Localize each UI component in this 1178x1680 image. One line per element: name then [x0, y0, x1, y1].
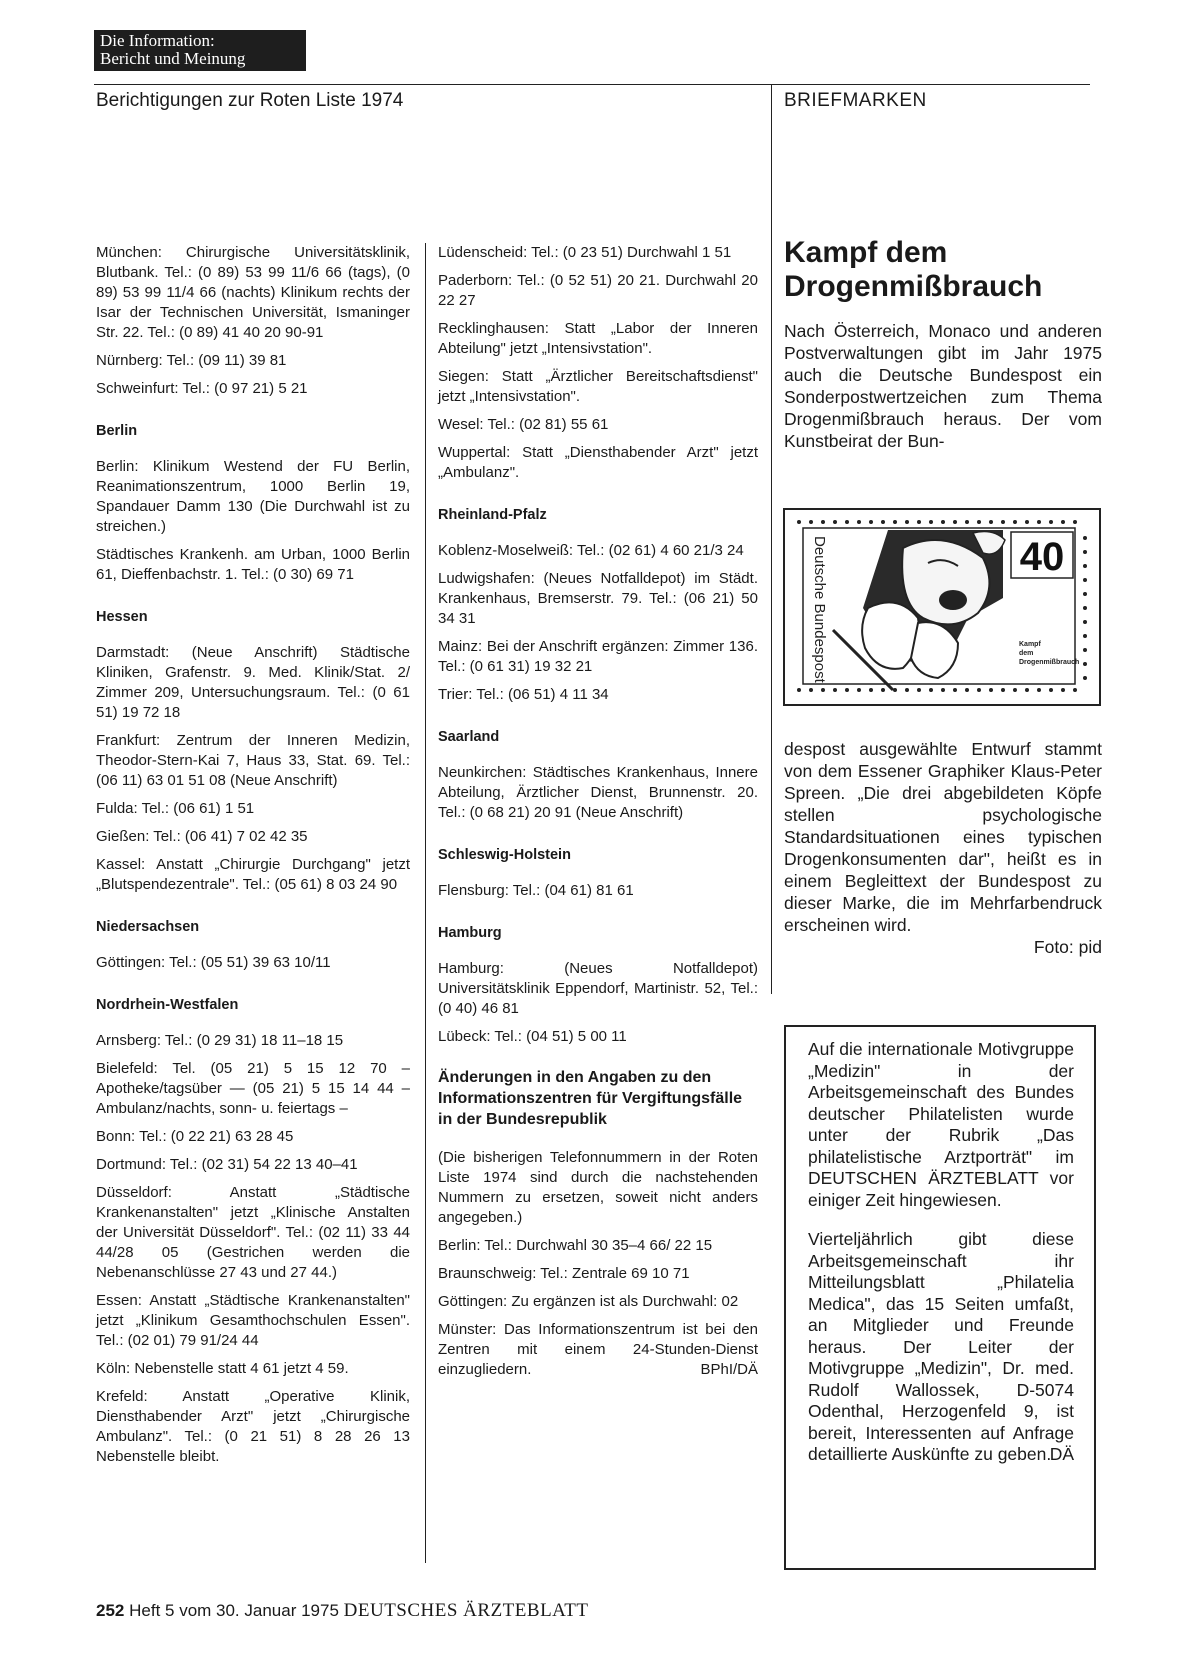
article-continuation: despost ausgewählte Entwurf stammt von dem Essener Graphiker Klaus-Peter Spreen. „Die drei abgebildeten Köpfe stellen psychologische Standardsituationen eines typischen Drogenkonsumenten dar", heißt es in einem Begleittext der Bundespost zu dieser Marke, die im Mehrfarbendruck erscheinen wird.: [784, 739, 1102, 935]
heading-schleswig-holstein: Schleswig-Holstein: [438, 847, 571, 863]
section-title-right: BRIEFMARKEN: [784, 90, 927, 111]
entry-bielefeld: Bielefeld: Tel. (05 21) 5 15 12 70 – Apotheke/tagsüber — (05 21) 5 15 14 44 – Ambulanz/nachts, sonn- u. feiertags –: [96, 1060, 410, 1117]
entry-koblenz: Koblenz-Moselweiß: Tel.: (02 61) 4 60 21/3 24: [438, 542, 744, 559]
top-rule: [94, 84, 1090, 85]
stamp-image: [783, 508, 1101, 706]
entry-koeln: Köln: Nebenstelle statt 4 61 jetzt 4 59.: [96, 1360, 349, 1377]
page-footer: [96, 1600, 589, 1622]
entry-trier: Trier: Tel.: (06 51) 4 11 34: [438, 686, 609, 703]
photo-credit: Foto: pid: [1033, 937, 1102, 957]
column-separator-left: [425, 243, 426, 1563]
stamp-caption-2: dem: [1019, 650, 1034, 657]
column-3-bottom: [784, 738, 1102, 958]
entry-berlin-urban: Städtisches Krankenh. am Urban, 1000 Berlin 61, Dieffenbachstr. 1. Tel.: (0 30) 69 71: [96, 546, 410, 583]
heading-saarland: Saarland: [438, 729, 500, 745]
entry-flensburg: Flensburg: Tel.: (04 61) 81 61: [438, 882, 634, 899]
info-muenster-text: Münster: Das Informationszentrum ist bei den Zentren mit einem 24-Stunden-Dienst einzugliedern.: [438, 1321, 758, 1378]
stamp-value: 40: [1019, 535, 1065, 579]
entry-bonn: Bonn: Tel.: (0 22 21) 63 28 45: [96, 1128, 294, 1145]
article-intro: Nach Österreich, Monaco und anderen Postverwaltungen gibt im Jahr 1975 auch die Deutsche Bundespost ein Sonderpostwertzeichen zum Thema Drogenmißbrauch heraus. Der vom Kunstbeirat der Bun-: [784, 321, 1102, 451]
section-title-left: Berichtigungen zur Roten Liste 1974: [96, 90, 404, 111]
entry-schweinfurt: Schweinfurt: Tel.: (0 97 21) 5 21: [96, 380, 308, 397]
column-2: [438, 243, 758, 1388]
article-headline: Kampf dem Drogenmißbrauch: [784, 236, 1043, 303]
entry-arnsberg: Arnsberg: Tel.: (0 29 31) 18 11–18 15: [96, 1032, 344, 1049]
stamp-country: Deutsche Bundespost: [811, 536, 828, 683]
entry-ludwigshafen: Ludwigshafen: (Neues Notfalldepot) im Städt. Krankenhaus, Bremserstr. 79. Tel.: (06 21) 50 34 31: [438, 570, 758, 627]
info-goettingen: Göttingen: Zu ergänzen ist als Durchwahl: 02: [438, 1293, 739, 1310]
entry-goettingen: Göttingen: Tel.: (05 51) 39 63 10/11: [96, 954, 331, 971]
entry-giessen: Gießen: Tel.: (06 41) 7 02 42 35: [96, 828, 308, 845]
page-number: 252: [96, 1601, 125, 1620]
entry-neunkirchen: Neunkirchen: Städtisches Krankenhaus, Innere Abteilung, Ärztlicher Dienst, Brunnenstr. 20. Tel.: (0 68 21) 20 91 (Neue Anschrift): [438, 764, 758, 821]
box-paragraph-1: Auf die internationale Motivgruppe „Medizin" in der Arbeitsgemeinschaft des Bundes deutscher Philatelisten wurde unter der Rubrik „Das philatelistische Arztporträt" im DEUTSCHEN ÄRZTEBLATT vor einiger Zeit hingewiesen.: [808, 1039, 1074, 1210]
entry-frankfurt: Frankfurt: Zentrum der Inneren Medizin, Theodor-Stern-Kai 7, Haus 33, Stat. 69. Tel.: (06 11) 63 01 51 08 (Neue Anschrift): [96, 732, 410, 789]
motivgruppe-box: [784, 1025, 1096, 1570]
masthead-line-2: Bericht und Meinung: [100, 49, 246, 68]
entry-recklinghausen: Recklinghausen: Statt „Labor der Inneren Abteilung" jetzt „Intensivstation".: [438, 320, 758, 357]
entry-dortmund: Dortmund: Tel.: (02 31) 54 22 13 40–41: [96, 1156, 358, 1173]
stamp-artwork: [793, 518, 1089, 694]
heading-informationszentren: Änderungen in den Angaben zu den Informationszentren für Vergiftungsfälle in der Bundesrepublik: [438, 1069, 743, 1128]
entry-essen: Essen: Anstatt „Städtische Krankenanstalten" jetzt „Klinikum Gesamthochschulen Essen". Tel.: (02 01) 79 91/24 44: [96, 1292, 410, 1349]
entry-duesseldorf: Düsseldorf: Anstatt „Städtische Krankenanstalten" jetzt „Klinische Anstalten der Universität Düsseldorf". Tel.: (02 11) 33 44 44/28 05 (Gestrichen werden die Nebenanschlüsse 27 43 und 27 44.): [96, 1184, 410, 1281]
journal-title: DEUTSCHES ÄRZTEBLATT: [343, 1600, 589, 1621]
masthead-line-1: Die Information:: [100, 31, 215, 50]
box-paragraph-2: Vierteljährlich gibt diese Arbeitsgemeinschaft ihr Mitteilungsblatt „Philatelia Medica", das 15 Seiten umfaßt, an Mitglieder und Freunde heraus. Der Leiter der Motivgruppe „Medizin", Dr. med. Rudolf Wallossek, D-5074 Odenthal, Herzogenfeld 9, ist bereit, Interessenten auf Anfrage detaillierte Auskünfte zu geben.: [808, 1229, 1074, 1464]
entry-berlin-westend: Berlin: Klinikum Westend der FU Berlin, Reanimationszentrum, 1000 Berlin 19, Spandauer Damm 130 (Die Durchwahl ist zu streichen.): [96, 458, 410, 535]
heading-hessen: Hessen: [96, 609, 148, 625]
column-separator-right: [771, 84, 772, 994]
entry-paderborn: Paderborn: Tel.: (0 52 51) 20 21. Durchwahl 20 22 27: [438, 272, 758, 309]
entry-siegen: Siegen: Statt „Ärztlicher Bereitschaftsdienst" jetzt „Intensivstation".: [438, 368, 758, 405]
heading-berlin: Berlin: [96, 423, 138, 439]
info-berlin: Berlin: Tel.: Durchwahl 30 35–4 66/ 22 15: [438, 1237, 713, 1254]
entry-wesel: Wesel: Tel.: (02 81) 55 61: [438, 416, 609, 433]
entry-nuernberg: Nürnberg: Tel.: (09 11) 39 81: [96, 352, 287, 369]
info-braunschweig: Braunschweig: Tel.: Zentrale 69 10 71: [438, 1265, 690, 1282]
info-intro: (Die bisherigen Telefonnummern in der Roten Liste 1974 sind durch die nachstehenden Nummern zu ersetzen, soweit nicht anders angegeben.): [438, 1149, 758, 1226]
heading-niedersachsen: Niedersachsen: [96, 919, 200, 935]
heading-rheinland-pfalz: Rheinland-Pfalz: [438, 507, 547, 523]
heading-hamburg: Hamburg: [438, 925, 502, 941]
heading-nordrhein-westfalen: Nordrhein-Westfalen: [96, 997, 239, 1013]
box-signature: DÄ: [1049, 1443, 1074, 1464]
stamp-caption-1: Kampf: [1019, 641, 1041, 648]
column-1: [96, 243, 410, 1475]
info-signature: BPhI/DÄ: [700, 1361, 758, 1378]
entry-darmstadt: Darmstadt: (Neue Anschrift) Städtische Kliniken, Grafenstr. 9. Med. Klinik/Stat. 2/ Zimmer 209, Untersuchungsraum. Tel.: (0 61 51) 19 72 18: [96, 644, 410, 721]
info-muenster: [438, 1320, 758, 1380]
entry-luedenscheid: Lüdenscheid: Tel.: (0 23 51) Durchwahl 1 51: [438, 244, 732, 261]
column-3-top: [784, 236, 1102, 452]
entry-luebeck: Lübeck: Tel.: (04 51) 5 00 11: [438, 1028, 627, 1045]
entry-wuppertal: Wuppertal: Statt „Diensthabender Arzt" jetzt „Ambulanz".: [438, 444, 758, 481]
entry-hamburg: Hamburg: (Neues Notfalldepot) Universitätsklinik Eppendorf, Martinistr. 52, Tel.: (0 40) 46 81: [438, 960, 758, 1017]
entry-krefeld: Krefeld: Anstatt „Operative Klinik, Diensthabender Arzt" jetzt „Chirurgische Ambulanz". Tel.: (0 21 51) 8 28 26 13 Nebenstelle bleibt.: [96, 1388, 410, 1465]
entry-mainz: Mainz: Bei der Anschrift ergänzen: Zimmer 136. Tel.: (0 61 31) 19 32 21: [438, 638, 758, 675]
entry-muenchen: München: Chirurgische Universitätsklinik, Blutbank. Tel.: (0 89) 53 99 11/6 66 (tags), (0 89) 53 99 11/4 66 (nachts) Klinikum rechts der Isar der Technischen Universität, Ismaninger Str. 22. Tel.: (0 89) 41 40 20 90-91: [96, 244, 410, 341]
entry-fulda: Fulda: Tel.: (06 61) 1 51: [96, 800, 255, 817]
stamp-caption-3: Drogenmißbrauch: [1019, 659, 1080, 666]
issue-info: Heft 5 vom 30. Januar 1975: [129, 1601, 339, 1620]
masthead: [94, 30, 306, 71]
entry-kassel: Kassel: Anstatt „Chirurgie Durchgang" jetzt „Blutspendezentrale". Tel.: (05 61) 8 03 24 90: [96, 856, 410, 893]
